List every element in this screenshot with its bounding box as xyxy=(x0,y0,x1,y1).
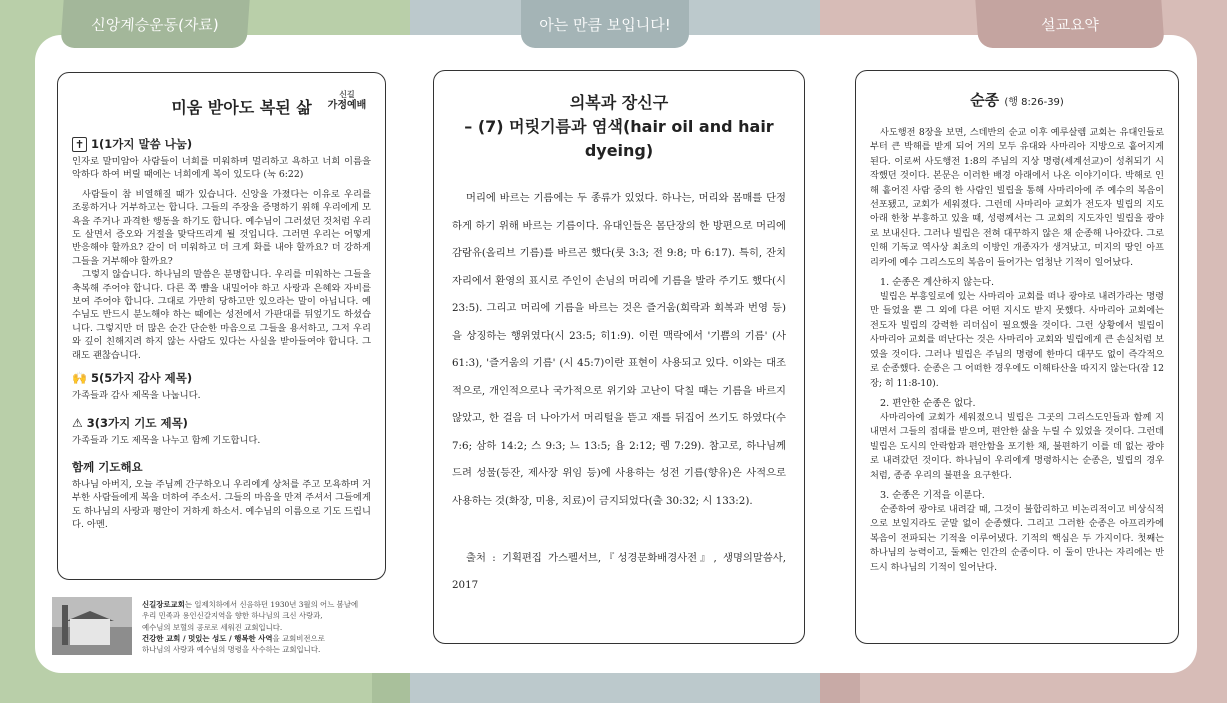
section-heading-pray-together xyxy=(72,459,371,475)
section-heading-word xyxy=(72,136,371,152)
sermon-reference: (행 8:26-39) xyxy=(1004,97,1064,108)
heading-text: 함께 기도해요 xyxy=(72,459,143,474)
section-heading-thanks xyxy=(72,370,371,386)
footer-line: 을 교회비전으로 xyxy=(272,633,325,643)
page-title: 미움 받아도 복된 삶 xyxy=(171,98,312,117)
tab-label: 설교요약 xyxy=(1040,15,1100,34)
point-heading: 3. 순종은 기적을 이룬다. xyxy=(880,489,985,501)
church-vision: 건강한 교회 / 멋있는 성도 / 행복한 사역 xyxy=(142,633,273,643)
sermon-title xyxy=(870,89,1164,110)
subtitle-line: – (7) 머릿기름과 염색(hair oil and hair dyeing) xyxy=(464,117,774,160)
point-text: 순종하여 광야로 내려갈 때, 그것이 불합리하고 비논리적이고 비상식적으로 보일지라도 굳말 없이 순종했다. 그리고 그러한 순종은 아프리카에 복음이 전파되는 기적을 이루어냈다. 기적의 핵심은 두 가지이다. 첫째는 하나님의 능력이고, 둘째는 인간의 순종이다. 이 둘이 만나는 자리에는 반드시 하나님의 기적이 일어난다. xyxy=(870,503,1164,573)
heading-text: 1(1가지 말씀 나눔) xyxy=(91,137,193,151)
tab-sermon-summary[interactable] xyxy=(975,0,1164,48)
logo-top: 신길 xyxy=(339,90,355,99)
church-photo xyxy=(52,597,132,655)
body-paragraph: 사람들이 참 비열해질 때가 있습니다. 신앙을 가졌다는 이유로 우리를 조롱하거나 거부하고는 합니다. 그들의 주장을 증명하기 위해 우리에게 모욕을 주거나 과격한 행동을 하기도 합니다. 예수님이 그러셨던 것처럼 우리도 살면서 증오와 거절을 맞닥뜨리게 될 것입니다. 그러면 우리는 어떻게 반응해야 할까요? 같이 더 미워하고 더 크게 화를 내야 할까요? 더 강하게 그들을 거부해야 할까요? xyxy=(72,188,371,267)
footer-strip-left xyxy=(372,673,410,703)
sermon-intro: 사도행전 8장을 보면, 스데반의 순교 이후 예루살렘 교회는 유대인들로부터 큰 박해를 받게 되어 거의 모두 유대와 사마리아 지방으로 흩어지게 된다. 이로써 사도행전 1:8의 주님의 지상 명령(세계선교)이 성취되기 시작했던 것이다. 본문은 이러한 배경 아래에서 나온 이야기이다. 박해로 인해 흩어진 사람 중의 한 사람인 빌립을 통해 사마리아에 주 예수의 복음이 선포됐고, 교회가 세워졌다. 그런데 사마리아 교회가 전도자 빌립의 지도 아래 한창 부흥하고 있을 때, 성령께서는 그 교회의 지도자인 빌립을 광야로 보내신다. 그러나 빌립은 전혀 대꾸하지 않은 채 순종해 나아갔다. 그로인해 기독교 역사상 최초의 이방인 개종자가 생겨났고, 미지의 땅인 아프리카에 예수 그리스도의 복음이 들어가는 엄청난 기적이 일어났다. xyxy=(870,127,1164,268)
point-heading: 2. 편안한 순종은 없다. xyxy=(880,397,976,409)
title-line: 의복과 장신구 xyxy=(569,93,669,112)
point-text: 사마리아에 교회가 세워졌으니 빌립은 그곳의 그리스도인들과 함께 지내면서 그들의 접대를 받으며, 편안한 삶을 누릴 수 있었을 것이다. 그런데 빌립은 도시의 안락함과 편안함을 포기한 채, 불편하기 이를 데 없는 광야로 내려갔던 것이다. 하나님이 우리에게 명령하시는 순종은, 빌립의 경우처럼, 종종 우리의 불편을 요구한다. xyxy=(870,411,1164,481)
footer-strip-right xyxy=(820,673,860,703)
article-title xyxy=(452,91,786,163)
family-worship-panel xyxy=(57,72,386,580)
bible-icon: ✝ xyxy=(72,137,87,152)
article-source: 출처 : 기획편집 가스펠서브,『성경문화배경사전』, 생명의말씀사, 2017 xyxy=(452,552,786,591)
scripture-verse: 인자로 말미암아 사람들이 너희를 미워하며 멀리하고 욕하고 너희 이름을 악하다 하여 버릴 때에는 너희에게 복이 있도다 (눅 6:22) xyxy=(72,156,371,181)
church-name: 신길장로교회 xyxy=(142,600,185,609)
church-description xyxy=(142,599,382,655)
footer-line: 하나님의 사랑과 예수님의 명령을 사수하는 교회입니다. xyxy=(142,645,321,655)
family-worship-logo xyxy=(323,89,371,111)
tab-label: 아는 만큼 보입니다! xyxy=(539,15,671,34)
tab-faith-heritage[interactable] xyxy=(60,0,249,48)
body-paragraph: 그렇지 않습니다. 하나님의 말씀은 분명합니다. 우리를 미워하는 그들을 축복해 주어야 합니다. 다른 쪽 뺨을 내밀어야 하고 사랑과 은혜와 자비를 보여 주어야 합니다. 그대로 가만히 당하고만 있으라는 말이 아닙니다. 예수님도 반드시 분노해야 하는 때에는 성전에서 가판대를 뒤엎기도 하셨습니다. 그렇지만 더 많은 순간 단순한 마음으로 그들을 용서하고, 그저 우리와 깊이 친해지려 하지 않는 사람도 있다는 사실을 받아들여야 합니다. 그래도 괜찮습니다. xyxy=(72,269,371,361)
tab-label: 신앙계승운동(자료) xyxy=(90,15,220,34)
point-text: 빌립은 부흥일로에 있는 사마리아 교회를 떠나 광야로 내려가라는 명령만 들었을 뿐 그 외에 다른 어떤 지시도 받지 못했다. 사마리아 교회에는 전도자 빌립의 강력한 리더십이 필요했을 것이다. 그런 상황에서 빌립이 사마리아 교회를 떠난다는 것은 사마리아 교회와 빌립에게 큰 손실처럼 보였을 것이다. 그러나 빌립은 주님의 명령에 한마디 대꾸도 없이 즉각적으로 순종했다. 순종은 그 어떠한 경우에도 이해타산을 따지지 않는다(잠 12장; 히 11:8-10). xyxy=(870,291,1164,389)
heading-text: 5(5가지 감사 제목) xyxy=(90,371,193,386)
footer-line: 는 일제치하에서 신음하던 1930년 3월의 어느 봄날에 xyxy=(184,600,359,609)
bible-culture-panel xyxy=(433,70,805,644)
tab-know-and-see[interactable] xyxy=(521,0,689,48)
body-paragraph: 가족들과 기도 제목을 나누고 함께 기도합니다. xyxy=(72,434,261,446)
hands-icon: 🙌 xyxy=(72,371,87,386)
logo-main: 가정예배 xyxy=(327,100,367,111)
article-body: 머리에 바르는 기름에는 두 종류가 있었다. 하나는, 머리와 몸매를 단정하게 하기 위해 바르는 기름이다. 유대인들은 몸단장의 한 방편으로 머리에 감람유(올리브 기름)를 바르곤 했다(룻 3:3; 전 9:8; 마 6:17). 특히, 잔치 자리에서 환영의 표시로 주인이 손님의 머리에 기름을 발라 주기도 했다(시 23:5). 그리고 머리에 기름을 바르는 것은 즐거움(희락과 회복과 번영 등)을 상징하는 행위였다(시 23:5; 히1:9). 이런 맥락에서 '기쁨의 기름' (사 61:3), '즐거움의 기름' (시 45:7)이란 표현이 사용되고 있다. 이와는 대조적으로, 개인적으로나 국가적으로 위기와 고난이 닥칠 때는 기름을 바르지 않았고, 한 걸음 더 나아가서 머리털을 뜯고 재를 뒤집어 쓰기도 하였다(수 7:6; 삼하 14:2; 스 9:3; 느 13:5; 욥 2:12; 렘 7:29). 참고로, 하나님께 드려 성물(등잔, 제사장 위임 등)에 사용하는 성전 기름(향유)은 사적으로 사용하는 것(화장, 미용, 치료)이 금지되었다(출 30:32; 시 133:2). xyxy=(452,192,786,507)
point-heading: 1. 순종은 계산하지 않는다. xyxy=(880,277,995,289)
prayer-paragraph: 하나님 아버지, 오늘 주님께 간구하오니 우리에게 상처를 주고 모욕하며 거부한 사람들에게 복을 더하여 주소서. 그들의 마음을 만져 주셔서 그들에게도 하나님의 사랑과 평안이 거하게 하소서. 예수님의 이름으로 기도 드립니다. 아멘. xyxy=(72,478,371,531)
church-footer xyxy=(52,597,382,657)
heading-text: 3(3가지 기도 제목) xyxy=(86,415,188,430)
body-paragraph: 가족들과 감사 제목을 나눕니다. xyxy=(72,390,201,402)
footer-line: 예수님의 보혈의 공로로 세워진 교회입니다. xyxy=(142,622,283,632)
section-heading-prayer xyxy=(72,415,371,431)
sermon-summary-panel xyxy=(855,70,1179,644)
praying-person-icon: ⚠ xyxy=(72,415,83,430)
footer-line: 우리 민족과 용인신갈지역을 향한 하나님의 크신 사랑과, xyxy=(142,611,323,621)
sermon-title-text: 순종 xyxy=(970,91,1000,109)
